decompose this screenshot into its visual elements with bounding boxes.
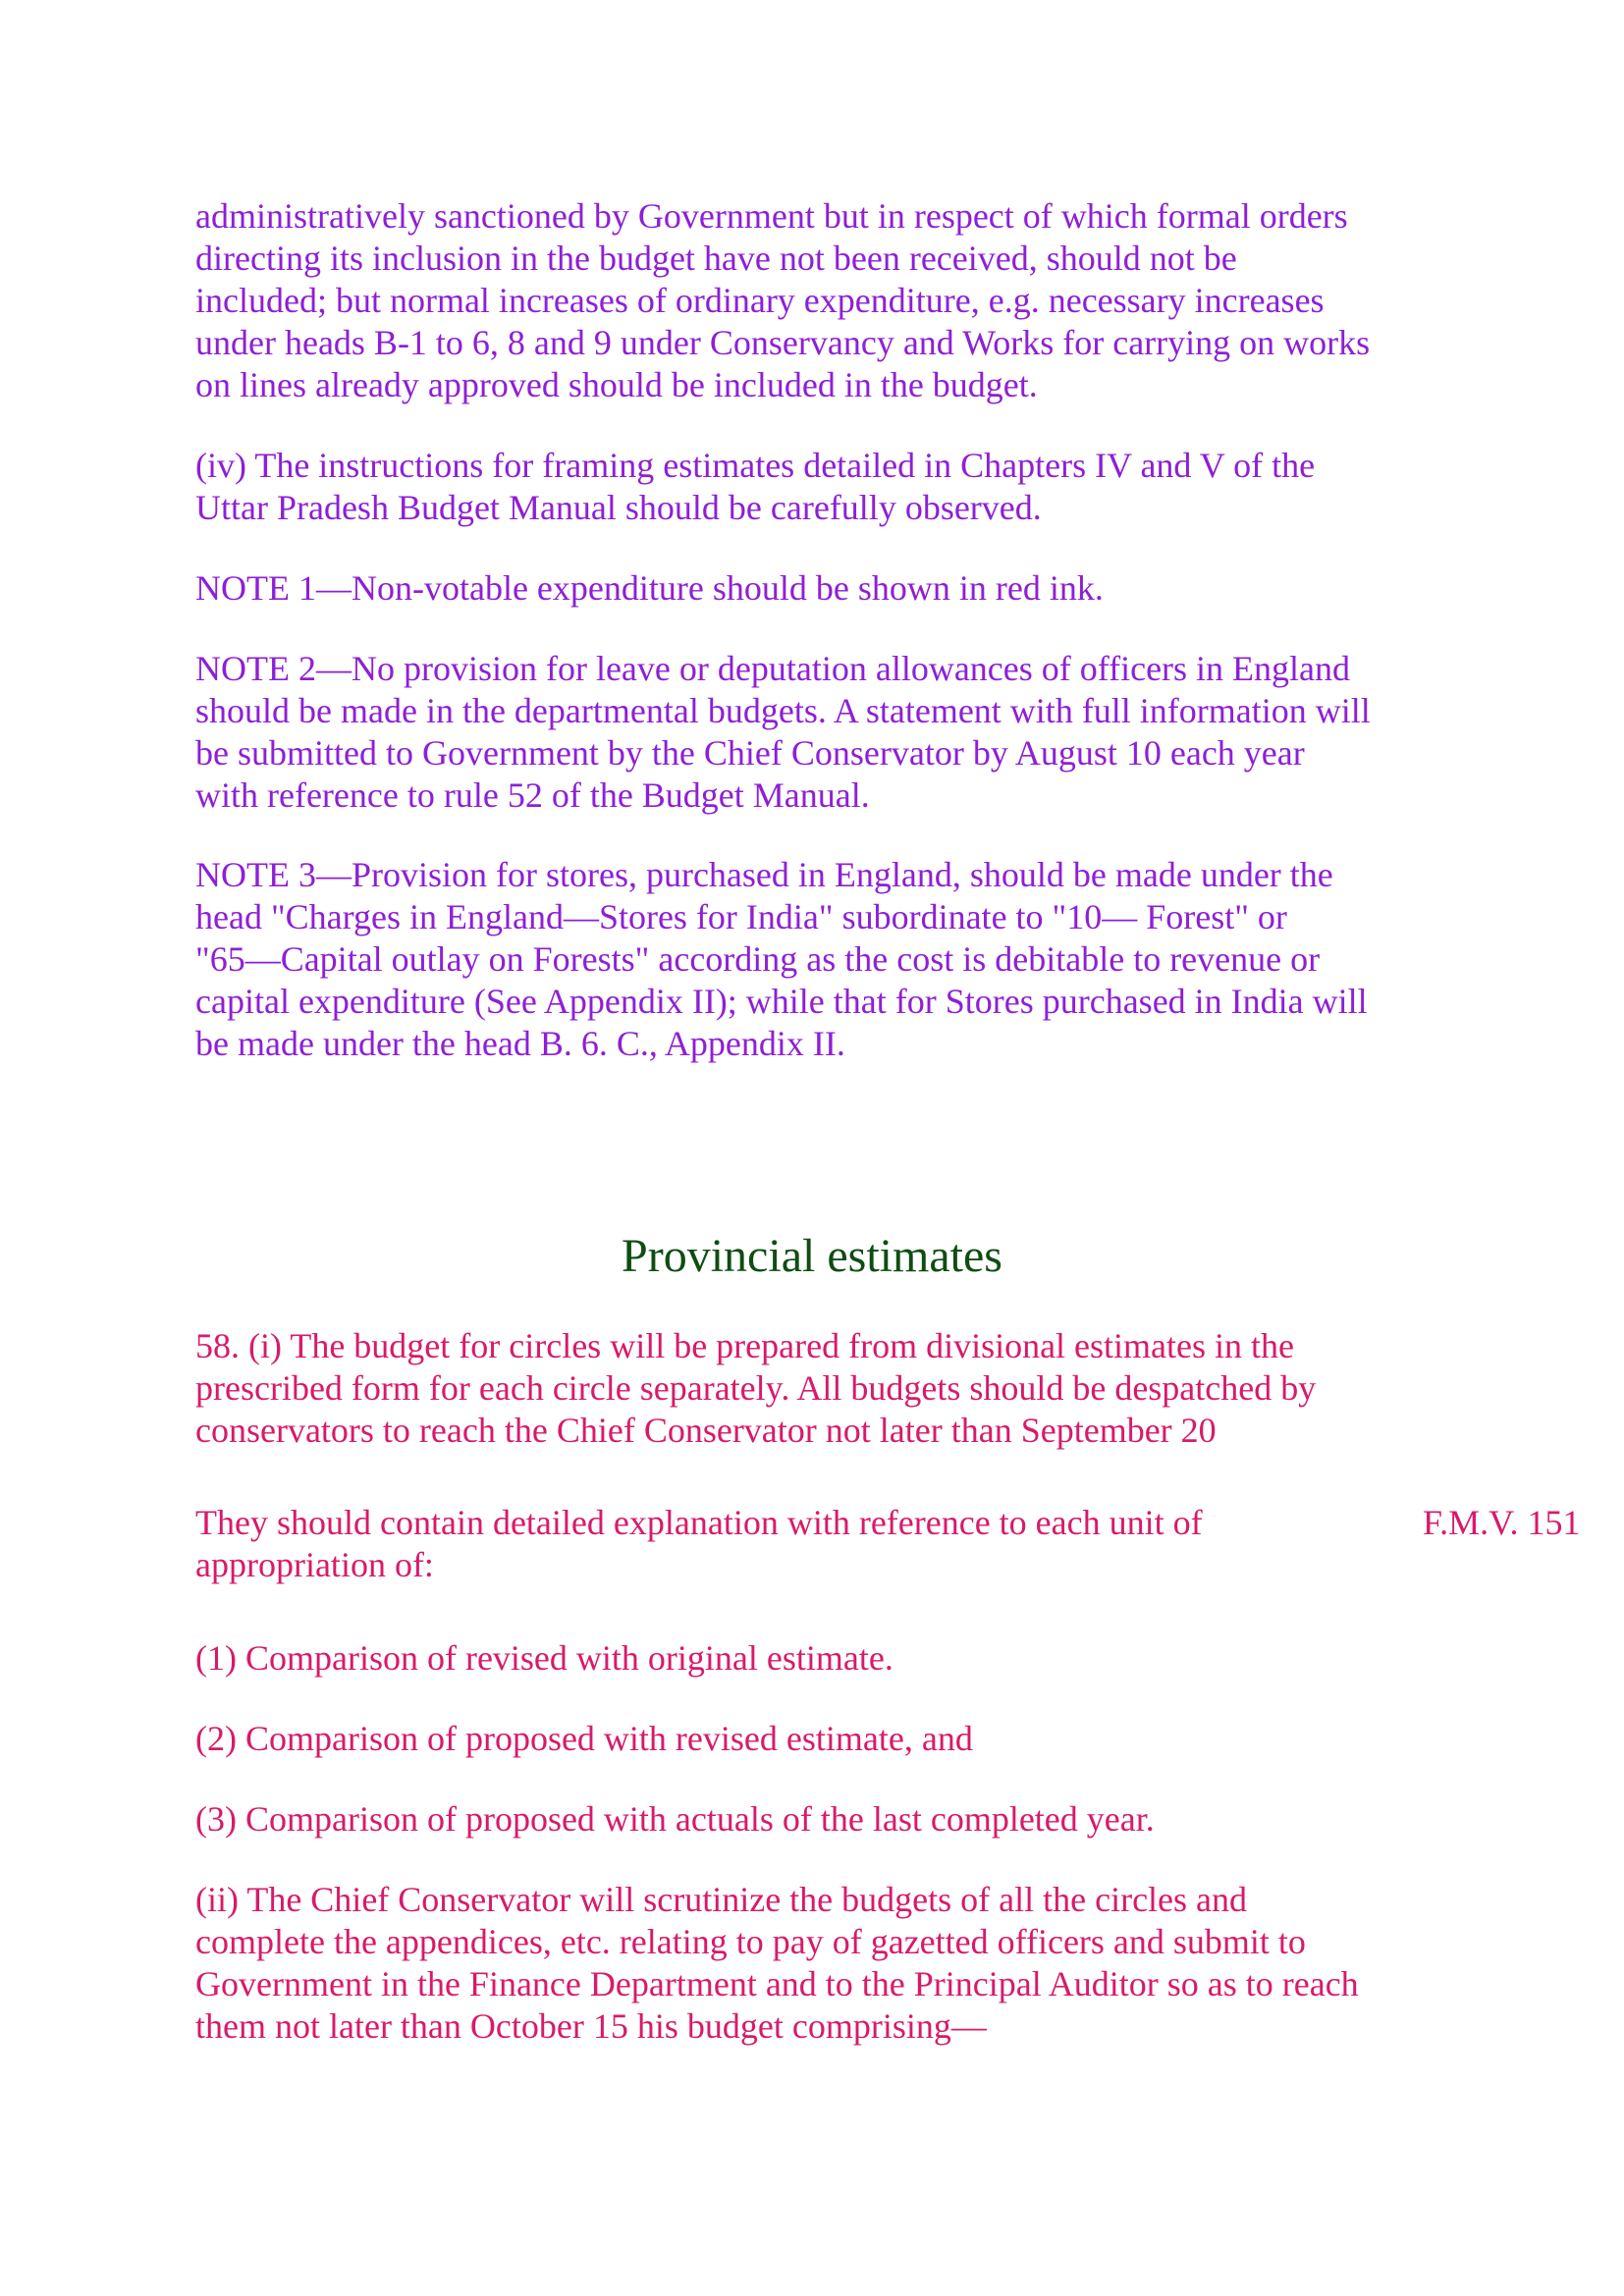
paragraph-continuation [195, 195, 1452, 406]
text-line: (1) Comparison of revised with original estimate. [195, 1638, 893, 1678]
section-heading: Provincial estimates [622, 1230, 1002, 1282]
text-line: with reference to rule 52 of the Budget Manual. [195, 775, 870, 815]
text-line: under heads B-1 to 6, 8 and 9 under Conservancy and Works for carrying on works [195, 323, 1371, 362]
text-line: on lines already approved should be included in the budget. [195, 365, 1038, 404]
text-line: capital expenditure (See Appendix II); while that for Stores purchased in India will [195, 982, 1368, 1021]
paragraph-58-i [195, 1325, 1452, 1452]
text-line: be made under the head B. 6. C., Appendix II. [195, 1024, 845, 1063]
text-line: head "Charges in England—Stores for India" subordinate to "10— Forest" or [195, 897, 1287, 936]
text-line: conservators to reach the Chief Conservator not later than September 20 [195, 1411, 1217, 1450]
list-item-2 [195, 1718, 1452, 1760]
text-line: NOTE 1—Non-votable expenditure should be shown in red ink. [195, 568, 1104, 608]
list-item-1 [195, 1637, 1452, 1680]
text-line: (ii) The Chief Conservator will scrutinize the budgets of all the circles and [195, 1880, 1248, 1919]
text-line: directing its inclusion in the budget have not been received, should not be [195, 239, 1237, 278]
note-2 [195, 648, 1452, 817]
paragraph-iv [195, 445, 1452, 529]
paragraph-ii [195, 1879, 1452, 2048]
text-line: administratively sanctioned by Government but in respect of which formal orders [195, 196, 1348, 236]
paragraph-contain [195, 1502, 1325, 1586]
text-line: should be made in the departmental budgets. A statement with full information will [195, 691, 1371, 730]
text-line: (iv) The instructions for framing estimates detailed in Chapters IV and V of the [195, 446, 1316, 485]
text-line: NOTE 3—Provision for stores, purchased in England, should be made under the [195, 855, 1333, 894]
text-line: appropriation of: [195, 1545, 434, 1584]
text-line: (3) Comparison of proposed with actuals of the last completed year. [195, 1799, 1155, 1839]
text-line: Uttar Pradesh Budget Manual should be carefully observed. [195, 488, 1042, 527]
list-item-3 [195, 1798, 1452, 1841]
text-line: "65—Capital outlay on Forests" according as the cost is debitable to revenue or [195, 939, 1321, 979]
text-line: Government in the Finance Department and to the Principal Auditor so as to reach [195, 1964, 1359, 2003]
text-line: included; but normal increases of ordinary expenditure, e.g. necessary increases [195, 281, 1325, 320]
note-1 [195, 567, 1452, 610]
note-3 [195, 854, 1452, 1065]
text-line: be submitted to Government by the Chief Conservator by August 10 each year [195, 733, 1305, 773]
text-line: complete the appendices, etc. relating to pay of gazetted officers and submit to [195, 1922, 1306, 1961]
margin-reference: F.M.V. 151 [1423, 1503, 1581, 1542]
text-line: (2) Comparison of proposed with revised estimate, and [195, 1719, 973, 1758]
text-line: NOTE 2—No provision for leave or deputation allowances of officers in England [195, 649, 1351, 688]
text-line: prescribed form for each circle separately. All budgets should be despatched by [195, 1368, 1317, 1408]
text-line: 58. (i) The budget for circles will be prepared from divisional estimates in the [195, 1326, 1295, 1365]
text-line: They should contain detailed explanation with reference to each unit of [195, 1503, 1203, 1542]
text-line: them not later than October 15 his budget comprising— [195, 2006, 987, 2046]
